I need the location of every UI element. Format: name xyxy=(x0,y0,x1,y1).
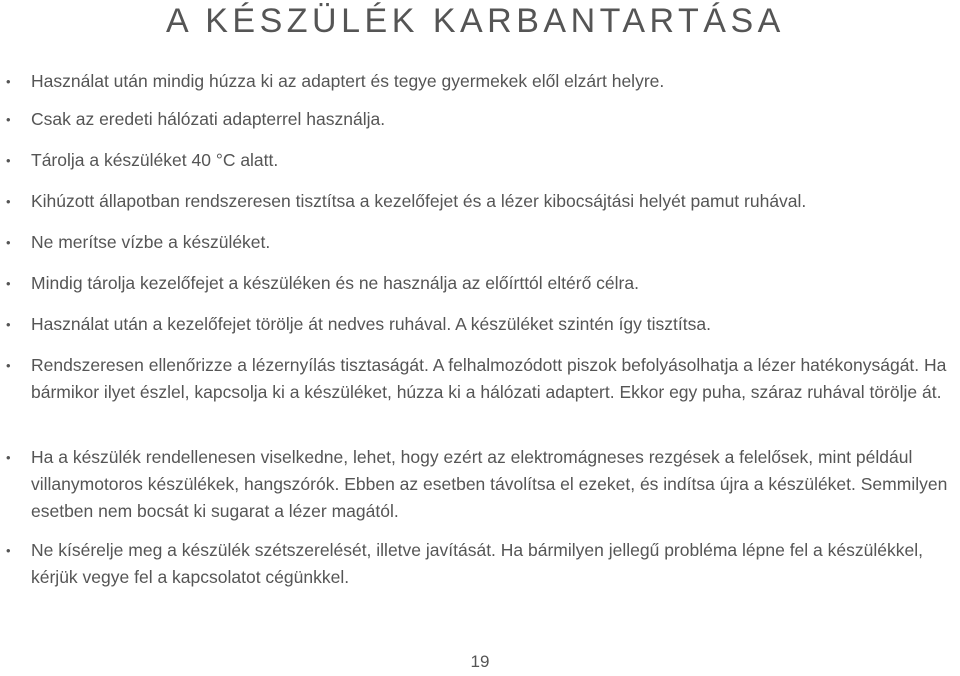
list-item: • Mindig tárolja kezelőfejet a készüléken és ne használja az előírttól eltérő célra. xyxy=(31,270,957,297)
list-item: • Ne merítse vízbe a készüléket. xyxy=(31,229,957,256)
list-item: • Csak az eredeti hálózati adapterrel használja. xyxy=(31,106,957,133)
list-item: • Használat után a kezelőfejet törölje át nedves ruhával. A készüléket szintén így tisztítsa. xyxy=(31,311,957,338)
page-number: 19 xyxy=(470,652,490,671)
list-item: • Használat után mindig húzza ki az adaptert és tegye gyermekek elől elzárt helyre. xyxy=(31,68,957,95)
list-item: • Ne kísérelje meg a készülék szétszerelését, illetve javítását. Ha bármilyen jellegű probléma lépne fel a készülékkel, kérjük vegye fel a kapcsolatot cégünkkel. xyxy=(31,537,957,591)
page-title: A KÉSZÜLÉK KARBANTARTÁSA xyxy=(166,2,785,40)
list-item: • Kihúzott állapotban rendszeresen tisztítsa a kezelőfejet és a lézer kibocsájtási helyét pamut ruhával. xyxy=(31,188,957,215)
list-item: • Rendszeresen ellenőrizze a lézernyílás tisztaságát. A felhalmozódott piszok befolyásolhatja a lézer hatékonyságát. Ha bármikor ilyet észlel, kapcsolja ki a készüléket, húzza ki a hálózati adaptert. Ekkor egy puha, száraz ruhával törölje át. xyxy=(31,352,957,406)
list-item: • Ha a készülék rendellenesen viselkedne, lehet, hogy ezért az elektromágneses rezgések a felelősek, mint például villanymotoros készülékek, hangszórók. Ebben az esetben távolítsa el ezeket, és indítsa újra a készüléket. Semmilyen esetben nem bocsát ki sugarat a lézer magától. xyxy=(31,444,957,525)
list-item: • Tárolja a készüléket 40 °C alatt. xyxy=(31,147,957,174)
